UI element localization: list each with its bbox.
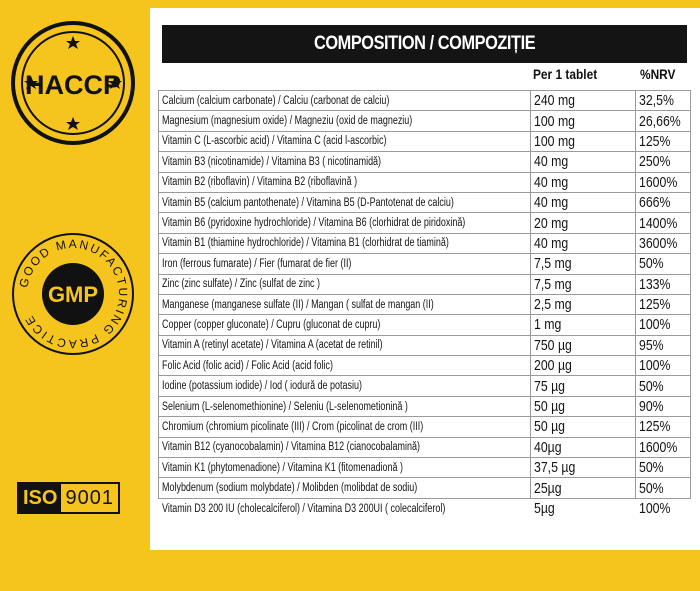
table-row (159, 396, 691, 416)
iso-label: ISO (19, 484, 61, 512)
composition-table (158, 90, 691, 519)
nrv-cell: 1400% (636, 213, 691, 233)
amount-cell: 40 mg (531, 192, 636, 212)
nrv-cell: 90% (636, 396, 691, 416)
table-row (159, 274, 691, 294)
ingredient-cell: Zinc (zinc sulfate) / Zinc (sulfat de zinc ) (159, 274, 531, 294)
table-row (159, 91, 691, 111)
nrv-cell: 1600% (636, 437, 691, 457)
ingredient-cell: Vitamin B3 (nicotinamide) / Vitamina B3 ( nicotinamidă) (159, 152, 531, 172)
amount-column-header: Per 1 tablet (533, 66, 598, 82)
nrv-column-header: %NRV (640, 66, 676, 82)
ingredient-cell: Manganese (manganese sulfate (II) / Mangan ( sulfat de mangan (II) (159, 294, 531, 314)
table-row (159, 458, 691, 478)
nrv-cell: 50% (636, 458, 691, 478)
amount-cell: 50 µg (531, 417, 636, 437)
amount-cell: 7,5 mg (531, 254, 636, 274)
table-row (159, 478, 691, 498)
nrv-cell: 26,66% (636, 111, 691, 131)
table-row (159, 315, 691, 335)
composition-title: COMPOSITION / COMPOZIȚIE (162, 25, 687, 63)
amount-cell: 100 mg (531, 111, 636, 131)
amount-cell: 5µg (533, 500, 555, 518)
amount-cell: 75 µg (531, 376, 636, 396)
nrv-cell: 133% (636, 274, 691, 294)
gmp-ring-text: GOOD MANUFACTURING PRACTICE (16, 236, 131, 352)
nrv-cell: 50% (636, 478, 691, 498)
ingredient-cell: Magnesium (magnesium oxide) / Magneziu (oxid de magneziu) (159, 111, 531, 131)
ingredient-cell: Vitamin B1 (thiamine hydrochloride) / Vitamina B1 (clorhidrat de tiamină) (159, 233, 531, 253)
nrv-cell: 125% (636, 131, 691, 151)
ingredient-cell: Chromium (chromium picolinate (III) / Crom (picolinat de crom (III) (159, 417, 531, 437)
table-row (159, 437, 691, 457)
ingredient-cell: Iron (ferrous fumarate) / Fier (fumarat de fier (II) (159, 254, 531, 274)
table-row (159, 192, 691, 212)
ingredient-cell: Iodine (potassium iodide) / Iod ( iodură de potasiu) (159, 376, 531, 396)
amount-cell: 100 mg (531, 131, 636, 151)
nrv-cell: 32,5% (636, 91, 691, 111)
top-band (150, 0, 700, 8)
amount-cell: 50 µg (531, 396, 636, 416)
gmp-label: GMP (47, 282, 99, 307)
ingredient-cell: Vitamin B5 (calcium pantothenate) / Vitamina B5 (D-Pantotenat de calciu) (159, 192, 531, 212)
table-row (159, 417, 691, 437)
ingredient-cell: Calcium (calcium carbonate) / Calciu (carbonat de calciu) (159, 91, 531, 111)
nrv-cell: 100% (636, 315, 691, 335)
table-row (159, 111, 691, 131)
amount-cell: 40µg (531, 437, 636, 457)
table-row (159, 213, 691, 233)
ingredient-cell: Vitamin A (retinyl acetate) / Vitamina A (acetat de retinil) (159, 335, 531, 355)
nrv-cell: 125% (636, 417, 691, 437)
amount-cell: 40 mg (531, 172, 636, 192)
nrv-cell: 100% (638, 500, 670, 518)
nrv-cell: 3600% (636, 233, 691, 253)
amount-cell: 1 mg (531, 315, 636, 335)
ingredient-cell: Molybdenum (sodium molybdate) / Molibden (molibdat de sodiu) (159, 478, 531, 498)
amount-cell: 240 mg (531, 91, 636, 111)
ingredient-cell: Vitamin B12 (cyanocobalamin) / Vitamina B12 (cianocobalamină) (159, 437, 531, 457)
nrv-cell: 100% (636, 356, 691, 376)
amount-cell: 2,5 mg (531, 294, 636, 314)
amount-cell: 40 mg (531, 152, 636, 172)
nrv-cell: 50% (636, 376, 691, 396)
table-row (159, 131, 691, 151)
table-row (159, 152, 691, 172)
haccp-seal-icon (8, 18, 138, 148)
nrv-cell: 95% (636, 335, 691, 355)
table-row (159, 233, 691, 253)
table-row (159, 356, 691, 376)
ingredient-cell: Vitamin D3 200 IU (cholecalciferol) / Vitamina D3 200UI ( colecalciferol) (161, 502, 445, 515)
ingredient-cell: Copper (copper gluconate) / Cupru (gluconat de cupru) (159, 315, 531, 335)
ingredient-cell: Vitamin B2 (riboflavin) / Vitamina B2 (riboflavină ) (159, 172, 531, 192)
iso-9001-badge (17, 482, 120, 514)
nrv-cell: 250% (636, 152, 691, 172)
ingredient-cell: Vitamin B6 (pyridoxine hydrochloride) / Vitamina B6 (clorhidrat de piridoxină) (159, 213, 531, 233)
table-row (159, 254, 691, 274)
amount-cell: 7,5 mg (531, 274, 636, 294)
ingredient-cell: Vitamin K1 (phytomenadione) / Vitamina K1 (fitomenadionă ) (159, 458, 531, 478)
gmp-seal-icon (8, 229, 138, 359)
haccp-label: HACCP (24, 70, 122, 100)
nrv-cell: 1600% (636, 172, 691, 192)
nrv-cell: 50% (636, 254, 691, 274)
table-row (159, 335, 691, 355)
amount-cell: 37,5 µg (531, 458, 636, 478)
amount-cell: 20 mg (531, 213, 636, 233)
amount-cell: 750 µg (531, 335, 636, 355)
table-row (159, 294, 691, 314)
amount-cell: 25µg (531, 478, 636, 498)
ingredient-cell: Selenium (L-selenomethionine) / Seleniu (L-selenometionină ) (159, 396, 531, 416)
ingredient-cell: Folic Acid (folic acid) / Folic Acid (acid folic) (159, 356, 531, 376)
table-row (159, 498, 691, 518)
nrv-cell: 666% (636, 192, 691, 212)
amount-cell: 40 mg (531, 233, 636, 253)
nrv-cell: 125% (636, 294, 691, 314)
ingredient-cell: Vitamin C (L-ascorbic acid) / Vitamina C (acid l-ascorbic) (159, 131, 531, 151)
iso-number: 9001 (65, 486, 114, 509)
table-row (159, 172, 691, 192)
table-row (159, 376, 691, 396)
amount-cell: 200 µg (531, 356, 636, 376)
